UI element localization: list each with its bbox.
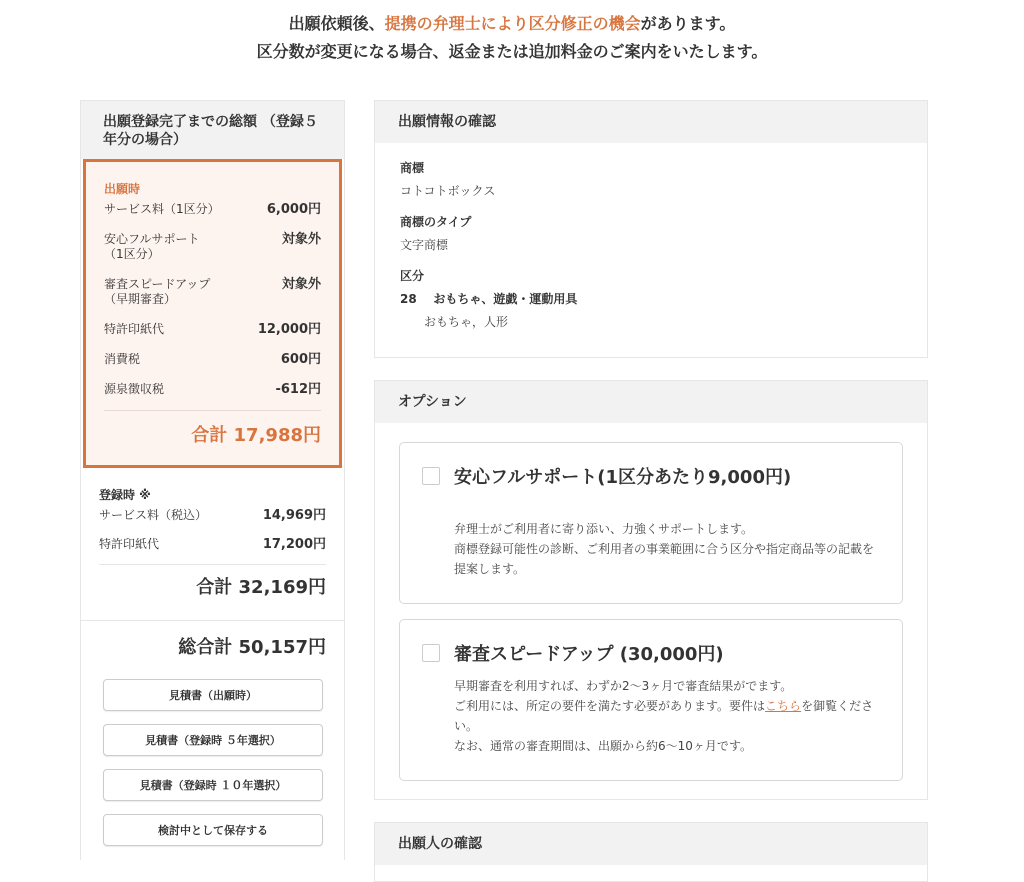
- option-desc: なお、通常の審査期間は、出願から約6〜10ヶ月です。: [454, 739, 752, 753]
- fee-name: 特許印紙代: [104, 322, 165, 336]
- notice-text: があります。: [640, 14, 736, 33]
- option-desc: 早期審査を利用すれば、わずか2〜3ヶ月で審査結果がでます。: [454, 679, 793, 693]
- application-info-panel: [374, 100, 928, 358]
- class-goods: おもちゃ，人形: [424, 315, 509, 329]
- type-label: 商標のタイプ: [400, 215, 472, 229]
- fee-name: 源泉徴収税: [104, 382, 165, 396]
- save-draft-button[interactable]: 検討中として保存する: [103, 814, 323, 846]
- fee-name: サービス料（税込）: [99, 508, 208, 522]
- panel-title: 出願人の確認: [375, 823, 927, 865]
- fee-value: 600円: [280, 352, 321, 367]
- estimate-filing-button[interactable]: 見積書（出願時）: [103, 679, 323, 711]
- fee-name: サービス料（1区分）: [104, 202, 220, 216]
- fee-value: 対象外: [281, 232, 321, 247]
- price-summary: [80, 100, 345, 860]
- fee-row: [104, 202, 321, 217]
- panel-title: オプション: [375, 381, 927, 423]
- trademark-value: コトコトボックス: [400, 184, 496, 198]
- options-panel: [374, 380, 928, 800]
- type-value: 文字商標: [400, 238, 449, 252]
- speed-up-checkbox[interactable]: [422, 644, 440, 662]
- fee-name: 審査スピードアップ （早期審査）: [104, 277, 211, 306]
- option-full-support[interactable]: [399, 442, 903, 604]
- fee-name: 安心フルサポート （1区分）: [104, 232, 200, 261]
- notice-text: 出願依頼後、: [288, 14, 385, 33]
- fee-value: 対象外: [281, 277, 321, 292]
- fee-value: -612円: [275, 382, 321, 397]
- option-speed-up[interactable]: [399, 619, 903, 781]
- registration-label: 登録時 ※: [99, 488, 151, 502]
- registration-total: 合計 32,169円: [196, 577, 326, 598]
- fee-row: [104, 352, 321, 367]
- panel-title: 出願情報の確認: [375, 101, 927, 143]
- fee-row: [99, 508, 326, 523]
- filing-fees-box: [83, 159, 342, 468]
- option-title: 安心フルサポート(1区分あたり9,000円): [454, 467, 792, 488]
- class-name: おもちゃ、遊戯・運動用具: [433, 292, 578, 306]
- option-desc: 弁理士がご利用者に寄り添い、力強くサポートします。: [454, 522, 754, 536]
- class-number: 28: [400, 292, 417, 306]
- filing-label: 出願時: [104, 182, 141, 196]
- estimate-5year-button[interactable]: 見積書（登録時 ５年選択）: [103, 724, 323, 756]
- fee-value: 17,200円: [262, 537, 326, 552]
- notice-text: 区分数が変更になる場合、返金または追加料金のご案内をいたします。: [256, 42, 768, 61]
- registration-fees: [81, 468, 344, 621]
- fee-value: 6,000円: [266, 202, 321, 217]
- fee-row: [104, 277, 321, 307]
- applicant-panel: [374, 822, 928, 882]
- trademark-label: 商標: [400, 161, 425, 175]
- fee-row: [104, 322, 321, 337]
- fee-row: [99, 537, 326, 552]
- grand-total: 総合計 50,157円: [178, 637, 326, 658]
- fee-value: 12,000円: [257, 322, 321, 337]
- requirements-link[interactable]: こちら: [765, 699, 802, 713]
- option-desc: 商標登録可能性の診断、ご利用者の事業範囲に合う区分や指定商品等の記載を提案します。: [454, 542, 875, 576]
- option-desc: ご利用には、所定の要件を満たす必要があります。要件は: [454, 699, 766, 713]
- estimate-10year-button[interactable]: 見積書（登録時 １０年選択）: [103, 769, 323, 801]
- fee-name: 消費税: [104, 352, 141, 366]
- option-desc: を御覧ください。: [454, 699, 874, 733]
- fee-name: 特許印紙代: [99, 537, 160, 551]
- option-title: 審査スピードアップ (30,000円): [454, 644, 724, 665]
- class-label: 区分: [400, 269, 425, 283]
- notice-highlight: 提携の弁理士により区分修正の機会: [384, 14, 641, 33]
- notice: [0, 10, 1024, 66]
- fee-row: [104, 232, 321, 262]
- filing-total: 合計 17,988円: [191, 425, 321, 446]
- summary-title: 出願登録完了までの総額 （登録５年分の場合）: [81, 101, 344, 159]
- fee-value: 14,969円: [262, 508, 326, 523]
- full-support-checkbox[interactable]: [422, 467, 440, 485]
- fee-row: [104, 382, 321, 397]
